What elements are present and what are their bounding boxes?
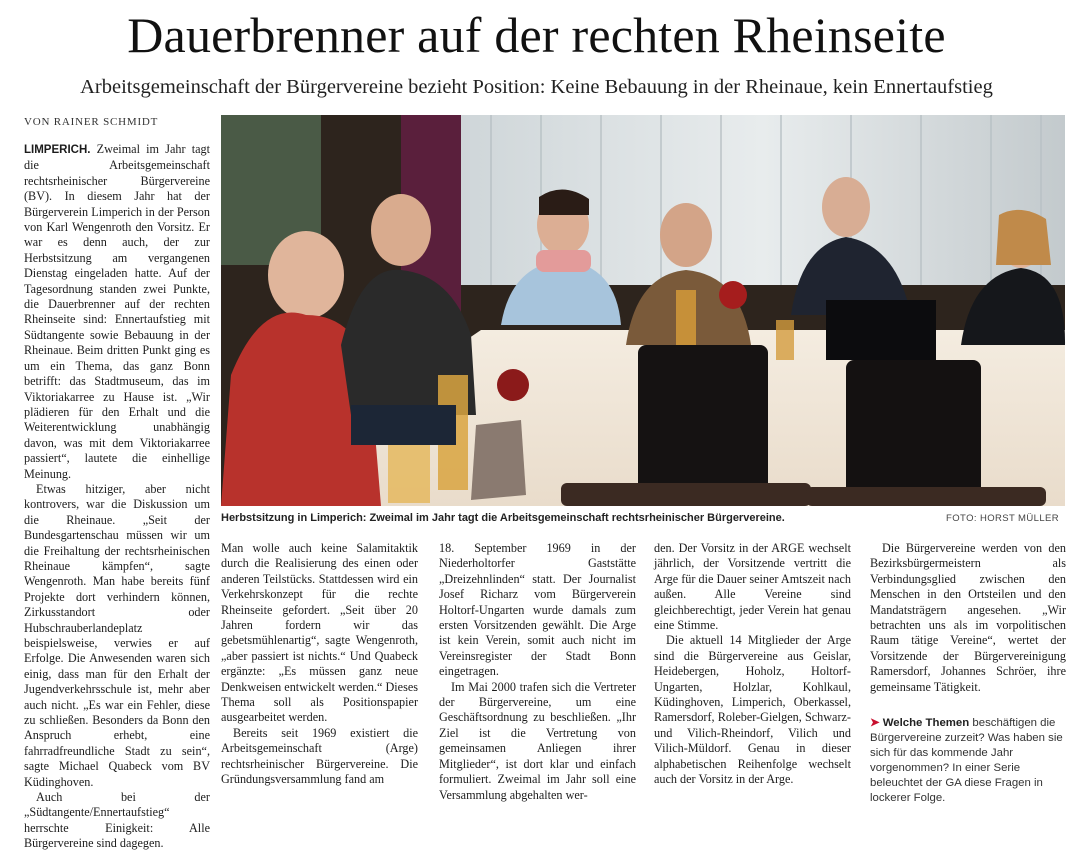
paragraph: den. Der Vorsitz in der ARGE wechselt jährlich, der Vorsitzende vertritt die Arge für die Dauer seiner Amtszeit nach außen. Alle Vereine sind gleichberechtigt, jeder Verein hat genau eine Stimme. <box>654 541 851 633</box>
paragraph <box>24 142 210 482</box>
paragraph: Etwas hitziger, aber nicht kontrovers, war die Diskussion um die Rheinaue. „Seit der Bundesgartenschau müssen wir um die Freihaltung der rechtsrheinischen Rheinaue kämpfen“, sagte Wengenroth. Man habe bereits fünf Projekte dort verhindern können, Zirkusstandort oder Hubschrauberlandeplatz beispielsweise, verwies er auf Erfolge. Die Anwesenden waren sich einig, dass man für den Erhalt der Jugendverkehrsschule ist, mehr aber auch nicht. „Es war ein Fehler, diese zu schließen. Besonders da Bonn den Anspruch erhebt, eine fahrradfreundliche Stadt zu sein“, sagte Michael Quabeck vom BV Küdinghoven. <box>24 481 210 789</box>
article-column-5 <box>870 541 1066 709</box>
paragraph: 18. September 1969 in der Niederholtorfer Gaststätte „Dreizehnlinden“ statt. Der Journalist Josef Richarz vom Bürgerverein Holtorf-Ungarten wurde damals zum ersten Vorsitzenden gewählt. Die Arge ist kein Verein, somit auch nicht im Vereinsregister der Stadt Bonn eingetragen. <box>439 541 636 679</box>
byline: VON RAINER SCHMIDT <box>24 116 159 128</box>
dateline: LIMPERICH. <box>24 144 91 156</box>
paragraph: Im Mai 2000 trafen sich die Vertreter der Bürgervereine, um eine Geschäftsordnung zu beschließen. „Ihr Ziel ist die Vertretung von gemeinsamen Anliegen ihrer Mitglieder“, ist dort klar und einfach formuliert. Zweimal im Jahr soll eine Versammlung abgehalten wer- <box>439 679 636 802</box>
article-column-4 <box>654 541 851 792</box>
meeting-photo-illustration <box>221 115 1065 506</box>
article-column-2 <box>221 541 418 792</box>
photo-caption: Herbstsitzung in Limperich: Zweimal im Jahr tagt die Arbeitsgemeinschaft rechtsrheinischer Bürgervereine. <box>221 512 785 524</box>
series-teaser <box>870 716 1066 806</box>
paragraph: Bereits seit 1969 existiert die Arbeitsgemeinschaft (Arge) rechtsrheinischer Bürgervereine. Die Gründungsversammlung fand am <box>221 725 418 787</box>
paragraph: Die aktuell 14 Mitglieder der Arge sind die Bürgervereine aus Geislar, Heidebergen, Hoholz, Holtorf-Ungarten, Holzlar, Kohlkaul, Küdinghoven, Limperich, Oberkassel, Ramersdorf, Roleber-Gielgen, Schwarz- und Vilich-Rheindorf, Vilich und Vilich-Müldorf. Genau in dieser alphabetischen Reihenfolge wechselt auch der Vorsitz in der Arge. <box>654 633 851 787</box>
article-column-1 <box>24 142 210 851</box>
photo-credit: FOTO: HORST MÜLLER <box>946 513 1059 524</box>
teaser-lead: Welche Themen <box>882 717 970 729</box>
paragraph: Die Bürgervereine werden von den Bezirksbürgermeistern als Verbindungsglied zwischen den Menschen in den Ortsteilen und den Mandatsträgern angesehen. „Wir betrachten uns als im vorpolitischen Raum tätige Vereine“, wertet der Vorsitzende der Bürgervereinigung Ramersdorf, Johannes Schröer, ihre gemeinsame Tätigkeit. <box>870 541 1066 694</box>
paragraph-text: Zweimal im Jahr tagt die Arbeitsgemeinschaft rechtsrheinischer Bürgervereine (BV). In diesem Jahr hat der Bürgerverein Limperich in der Person von Karl Wengenroth den Vorsitz. Er war es denn auch, der zur Herbstsitzung am vergangenen Dienstag eingeladen hatte. Auf der Tagesordnung standen zwei Punkte, die Dauerbrenner auf der rechten Rheinseite sind: Ennertaufstieg mit Südtangente sowie Bebauung in der Rheinaue. Beim dritten Punkt ging es um ein Thema, das ganz Bonn betrifft: das Stadtmuseum, das im Viktoriakarree zu Hause ist. „Wir plädieren für den Erhalt und die Weiterentwicklung unabhängig davon, was mit dem Viktoriakarree passiert“, lautete die einhellige Meinung. <box>24 142 210 481</box>
arrow-icon: ➤ <box>870 717 880 729</box>
article-column-3 <box>439 541 636 802</box>
teaser-text: beschäftigen die Bürgervereine zurzeit? Was haben sie sich für das kommende Jahr vorgenommen? In einer Serie beleuchtet der GA diese Fragen in lockerer Folge. <box>870 717 1063 804</box>
paragraph: Man wolle auch keine Salamitaktik durch die Realisierung des einen oder anderen Teilstücks. Stattdessen wird ein Verkehrskonzept für die rechte Rheinseite gefordert. „Seit über 20 Jahren fordern wir das gebetsmühlenartig“, sagte Wengenroth, „aber passiert ist nichts.“ Und Quabeck ergänzte: „Es müssen ganz neue Denkweisen entwickelt werden.“ Dieses Thema soll als Positionspapier ausgearbeitet werden. <box>221 541 418 725</box>
photo-caption-bar <box>221 512 1065 528</box>
headline: Dauerbrenner auf der rechten Rheinseite <box>127 7 946 63</box>
article-photo <box>221 115 1065 506</box>
subheadline: Arbeitsgemeinschaft der Bürgervereine bezieht Position: Keine Bebauung in der Rheinaue, kein Ennertaufstieg <box>80 76 993 98</box>
paragraph: Auch bei der „Südtangente/Ennertaufstieg“ herrschte Einigkeit: Alle Bürgervereine sind dagegen. <box>24 790 210 851</box>
